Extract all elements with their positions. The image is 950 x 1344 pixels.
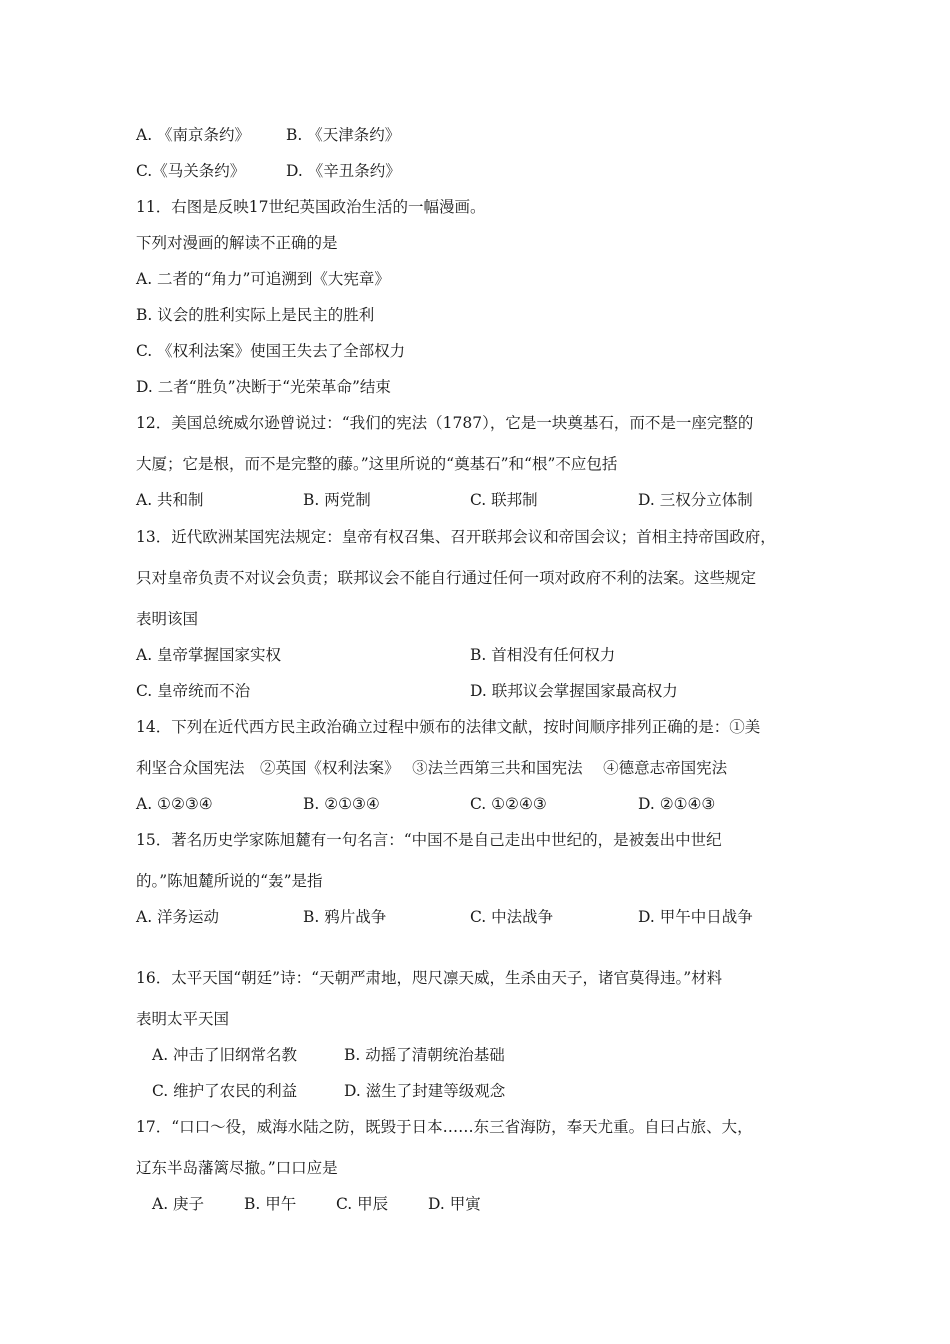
question-text-line: 14．下列在近代西方民主政治确立过程中颁布的法律文献，按时间顺序排列正确的是：①美 (136, 718, 761, 736)
question-text-line: 只对皇帝负责不对议会负责；联邦议会不能自行通过任何一项对政府不利的法案。这些规定 (136, 569, 757, 587)
option-c: C. 《权利法案》使国王失去了全部权力 (136, 342, 406, 360)
option-a: A. 洋务运动 (136, 908, 220, 926)
option-c: C. 皇帝统而不治 (136, 682, 251, 700)
question-text-line: 表明太平天国 (136, 1010, 230, 1028)
option-d: D. 甲寅 (428, 1195, 481, 1213)
option-c: C. 联邦制 (470, 491, 538, 509)
option-b: B. 议会的胜利实际上是民主的胜利 (136, 306, 375, 324)
option-a: A. 二者的“角力”可追溯到《大宪章》 (136, 270, 390, 288)
question-text-line: 11．右图是反映17世纪英国政治生活的一幅漫画。 (136, 198, 486, 216)
option-c: C. 中法战争 (470, 908, 554, 926)
option-c: C. 甲辰 (336, 1195, 389, 1213)
question-text-line: 12．美国总统威尔逊曾说过：“我们的宪法（1787），它是一块奠基石，而不是一座完整的 (136, 414, 754, 432)
question-text-line: 16．太平天国“朝廷”诗：“天朝严肃地，咫尺凛天威，生杀由天子，诸官莫得违。”材料 (136, 969, 723, 987)
option-d: D. ②①④③ (638, 795, 716, 813)
question-text-line: 表明该国 (136, 610, 199, 628)
option-a: A. ①②③④ (136, 795, 213, 813)
option-b: B. 甲午 (244, 1195, 297, 1213)
option-b: B. 动摇了清朝统治基础 (344, 1046, 505, 1064)
option-b: B. 首相没有任何权力 (470, 646, 616, 664)
question-text-line: 17．“口口～役，威海水陆之防，既毁于日本……东三省海防，奉天尤重。自曰占旅、大， (136, 1118, 753, 1136)
question-text-line: 13．近代欧洲某国宪法规定：皇帝有权召集、召开联邦会议和帝国会议；首相主持帝国政府， (136, 528, 776, 546)
question-text-line: 的。”陈旭麓所说的“轰”是指 (136, 872, 323, 890)
question-text-line: 辽东半岛藩篱尽撤。”口口应是 (136, 1159, 338, 1177)
option-b: B. ②①③④ (303, 795, 380, 813)
question-text-line: 大厦；它是根，而不是完整的藤。”这里所说的“奠基石”和“根”不应包括 (136, 455, 618, 473)
option-d: D. 三权分立体制 (638, 491, 753, 509)
option-c: C. 维护了农民的利益 (152, 1082, 298, 1100)
option-a: A. 共和制 (136, 491, 204, 509)
option-a: A. 冲击了旧纲常名教 (152, 1046, 298, 1064)
option-d: D. 二者“胜负”决断于“光荣革命”结束 (136, 378, 391, 396)
question-text-line: 15．著名历史学家陈旭麓有一句名言：“中国不是自己走出中世纪的，是被轰出中世纪 (136, 831, 722, 849)
option-d: D. 联邦议会掌握国家最高权力 (470, 682, 678, 700)
option-a: A. 庚子 (152, 1195, 205, 1213)
option-a: A. 《南京条约》 (136, 126, 251, 144)
option-b: B. 《天津条约》 (286, 126, 401, 144)
question-text-line: 利坚合众国宪法 ②英国《权利法案》 ③法兰西第三共和国宪法 ④德意志帝国宪法 (136, 759, 728, 777)
option-d: D. 甲午中日战争 (638, 908, 753, 926)
option-a: A. 皇帝掌握国家实权 (136, 646, 282, 664)
option-d: D. 《辛丑条约》 (286, 162, 401, 180)
option-d: D. 滋生了封建等级观念 (344, 1082, 506, 1100)
question-text-line: 下列对漫画的解读不正确的是 (136, 234, 338, 252)
option-c: C. ①②④③ (470, 795, 547, 813)
option-b: B. 鸦片战争 (303, 908, 387, 926)
option-b: B. 两党制 (303, 491, 371, 509)
option-c: C.《马关条约》 (136, 162, 246, 180)
